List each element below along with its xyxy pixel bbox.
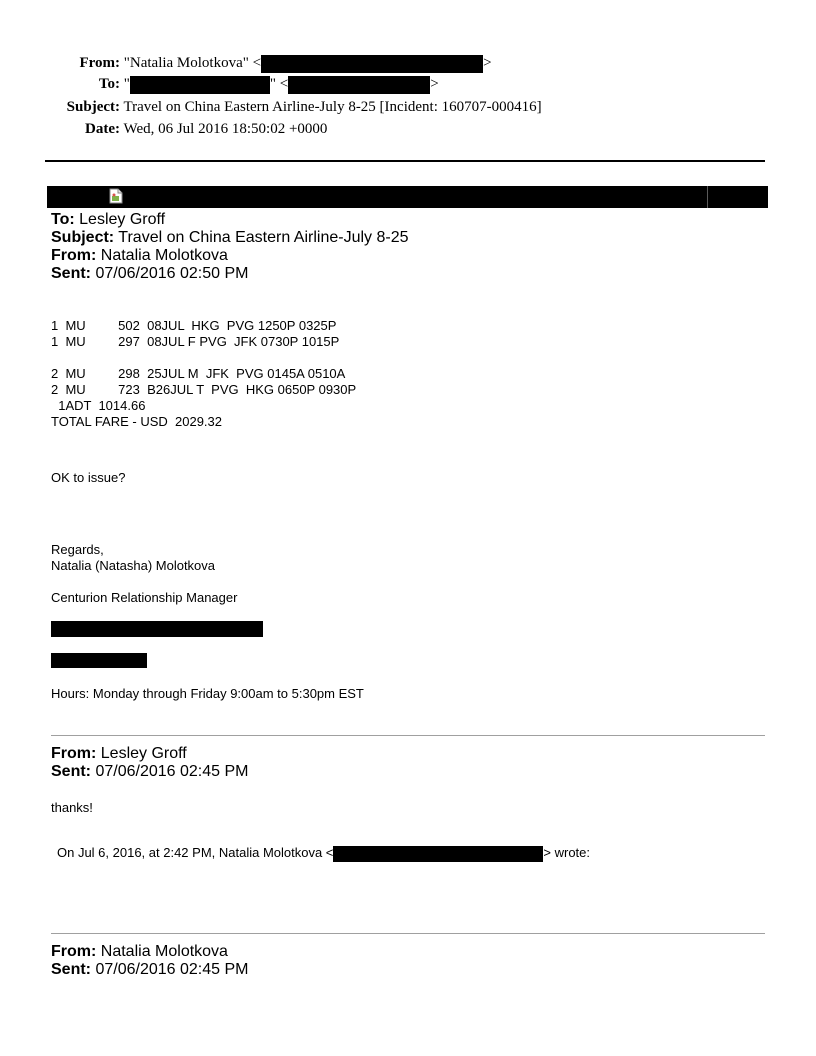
message1-question: OK to issue? [51,470,126,485]
header-subject-row [0,98,542,116]
header-divider [45,160,765,162]
signature-block [51,542,215,574]
message2-from-label: From: [51,745,97,762]
signature-title: Centurion Relationship Manager [51,590,238,605]
header-from-row [0,54,492,73]
header-date-row [0,120,327,138]
message2-sent-line [51,763,248,781]
redaction-bar [130,76,270,94]
header-to-mid: " < [269,76,289,92]
header-from-label: From: [79,55,120,71]
message1-sent-value: 07/06/2016 02:50 PM [95,265,249,282]
redacted-banner [47,186,768,208]
header-to-row [0,75,439,94]
signature-hours: Hours: Monday through Friday 9:00am to 5:30pm EST [51,686,364,701]
message1-subject-value: Travel on China Eastern Airline-July 8-25 [118,229,409,246]
message-divider [51,735,765,736]
message3-from-value: Natalia Molotkova [100,943,228,960]
redaction-bar [261,55,483,73]
message1-from-label: From: [51,247,97,264]
message1-subject-label: Subject: [51,229,115,246]
header-subject-label: Subject: [66,99,120,115]
message3-meta [51,943,248,979]
header-to-label: To: [98,76,120,92]
itinerary-line: 1ADT 1014.66 [51,398,146,413]
message2-body: thanks! [51,800,93,815]
header-to-open: " [123,76,130,92]
itinerary-line: 2 MU 298 25JUL M JFK PVG 0145A 0510A [51,366,346,381]
message1-to-line [51,211,409,229]
message1-to-label: To: [51,211,75,228]
message1-from-line [51,247,409,265]
message1-sent-label: Sent: [51,265,91,282]
header-to-close: > [430,76,439,92]
itinerary-line [51,350,356,358]
itinerary-line: 2 MU 723 B26JUL T PVG HKG 0650P 0930P [51,382,357,397]
message1-from-value: Natalia Molotkova [100,247,228,264]
message1-subject-line [51,229,409,247]
message3-from-line [51,943,248,961]
quote-suffix: > wrote: [543,845,591,860]
message1-to-value: Lesley Groff [79,211,166,228]
message3-sent-value: 07/06/2016 02:45 PM [95,961,249,978]
header-from-close: > [483,55,492,71]
itinerary-line [51,358,356,366]
itinerary-line: 1 MU 502 08JUL HKG PVG 1250P 0325P [51,318,337,333]
message2-from-line [51,745,248,763]
message1-meta [51,211,409,283]
itinerary-block [51,318,356,430]
redaction-bar [51,653,147,668]
redaction-bar [51,621,263,637]
redaction-bar [51,621,263,637]
message2-sent-label: Sent: [51,763,91,780]
itinerary-line: 1 MU 297 08JUL F PVG JFK 0730P 1015P [51,334,340,349]
header-subject-value: Travel on China Eastern Airline-July 8-25 [Incident: 160707-000416] [123,99,542,115]
quote-prefix: On Jul 6, 2016, at 2:42 PM, Natalia Molotkova < [57,845,334,860]
redaction-bar [51,653,147,668]
itinerary-total: TOTAL FARE - USD 2029.32 [51,414,222,429]
message3-sent-label: Sent: [51,961,91,978]
message2-meta [51,745,248,781]
message2-quote-line [57,845,590,862]
message3-from-label: From: [51,943,97,960]
redaction-bar [333,846,543,862]
header-date-value: Wed, 06 Jul 2016 18:50:02 +0000 [123,121,328,137]
broken-image-icon [109,188,123,204]
message-divider [51,933,765,934]
signature-name: Natalia (Natasha) Molotkova [51,558,216,573]
message2-from-value: Lesley Groff [100,745,187,762]
header-date-label: Date: [85,121,120,137]
signature-regards: Regards, [51,542,104,557]
banner-separator [707,186,708,208]
message3-sent-line [51,961,248,979]
message1-sent-line [51,265,409,283]
header-from-value: "Natalia Molotkova" < [123,55,262,71]
message2-sent-value: 07/06/2016 02:45 PM [95,763,249,780]
redaction-bar [288,76,430,94]
